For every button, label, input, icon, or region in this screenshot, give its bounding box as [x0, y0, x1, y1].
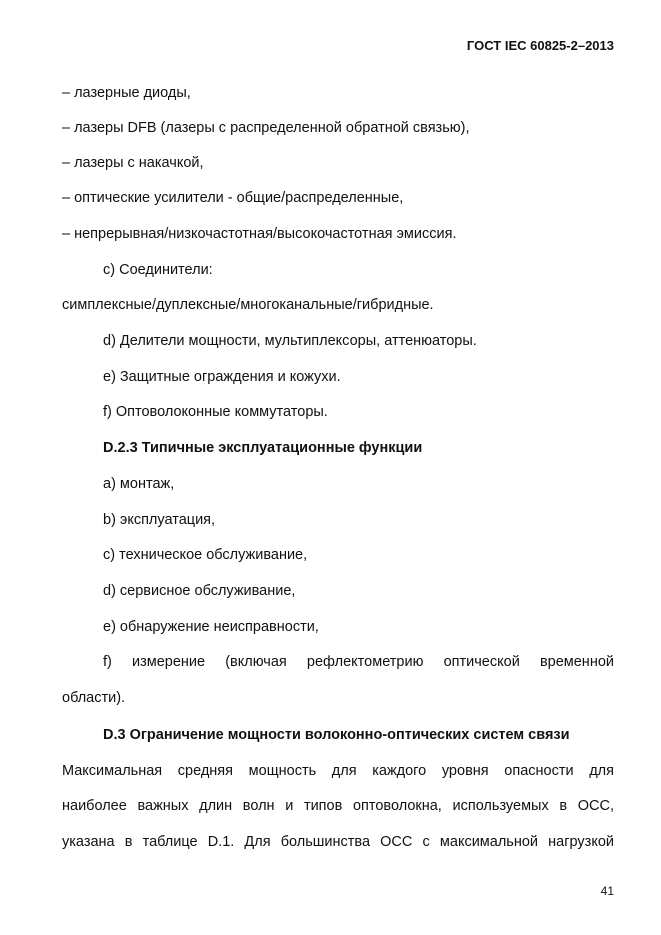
paragraph-line-2: наиболее важных длин волн и типов оптоволокна, используемых в ОСС,	[62, 798, 614, 814]
item-connectors: с) Соединители:	[103, 262, 213, 278]
item-measurement: f) измерение (включая рефлектометрию оптической временной	[103, 654, 614, 670]
connectors-types: симплексные/дуплексные/многоканальные/гибридные.	[62, 297, 434, 313]
item-power-dividers: d) Делители мощности, мультиплексоры, аттенюаторы.	[103, 333, 477, 349]
item-measurement-cont: области).	[62, 690, 126, 706]
paragraph-line-1: Максимальная средняя мощность для каждого уровня опасности для	[62, 763, 614, 779]
item-operation: b) эксплуатация,	[103, 512, 216, 528]
list-item-pumped-lasers: – лазеры с накачкой,	[62, 155, 204, 171]
item-fiber-switches: f) Оптоволоконные коммутаторы.	[103, 404, 328, 420]
item-fault-detection: е) обнаружение неисправности,	[103, 619, 319, 635]
list-item-emission: – непрерывная/низкочастотная/высокочастотная эмиссия.	[62, 226, 457, 242]
section-heading-d23: D.2.3 Типичные эксплуатационные функции	[103, 440, 423, 456]
list-item-optical-amplifiers: – оптические усилители - общие/распределенные,	[62, 190, 404, 206]
item-maintenance: с) техническое обслуживание,	[103, 547, 308, 563]
list-item-laser-diodes: – лазерные диоды,	[62, 85, 191, 101]
item-servicing: d) сервисное обслуживание,	[103, 583, 296, 599]
document-header: ГОСТ IEC 60825-2–2013	[466, 38, 614, 53]
page-number: 41	[600, 884, 614, 898]
paragraph-line-3: указана в таблице D.1. Для большинства ОСС с максимальной нагрузкой	[62, 834, 614, 850]
list-item-dfb-lasers: – лазеры DFB (лазеры с распределенной обратной связью),	[62, 120, 470, 136]
item-mounting: а) монтаж,	[103, 476, 175, 492]
section-heading-d3: D.3 Ограничение мощности волоконно-оптических систем связи	[103, 727, 570, 743]
item-protective-enclosures: е) Защитные ограждения и кожухи.	[103, 369, 341, 385]
